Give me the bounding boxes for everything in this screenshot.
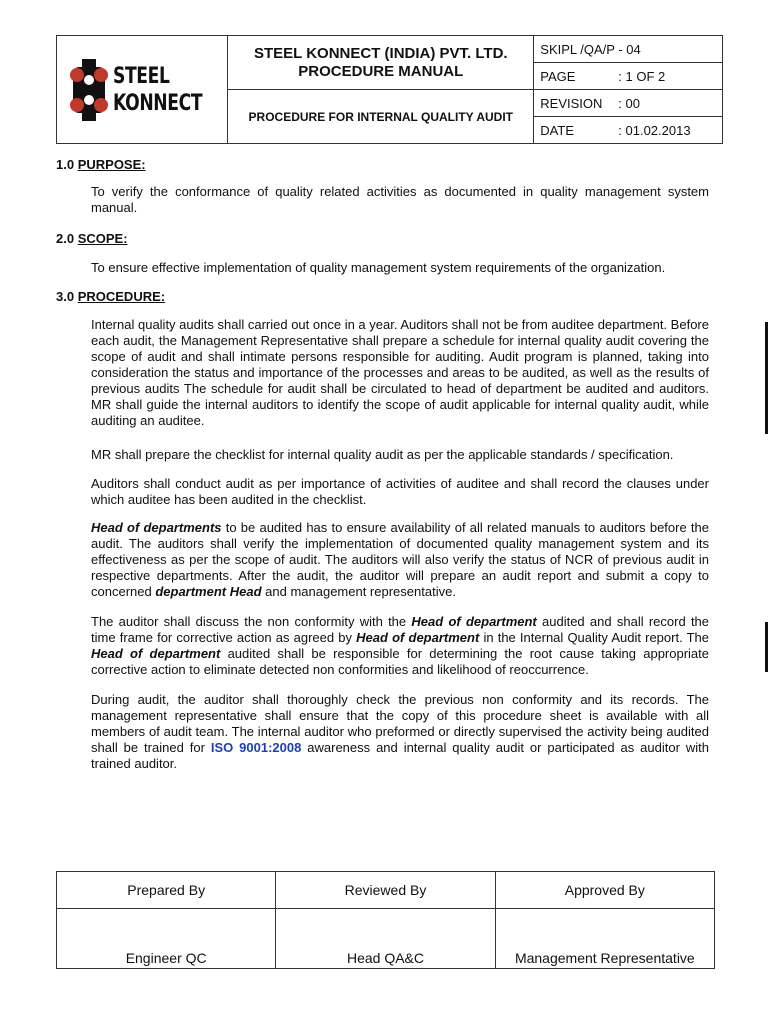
logo-cell <box>57 36 228 144</box>
text-run: in the Internal Quality Audit report. The <box>479 630 709 645</box>
scope-text: To ensure effective implementation of quality management system requirements of the organization. <box>91 260 666 275</box>
procedure-paragraph-6 <box>91 692 709 772</box>
procedure-paragraph-2: MR shall prepare the checklist for internal quality audit as per the applicable standards / specification. <box>91 447 674 462</box>
prepared-by-label: Prepared By <box>57 872 276 909</box>
revision-field <box>534 90 723 117</box>
company-logo <box>57 57 227 123</box>
approved-by-value: Management Representative <box>495 909 714 969</box>
page-value: : 1 OF 2 <box>618 68 666 84</box>
revision-label: REVISION <box>540 95 603 111</box>
section-title: PROCEDURE: <box>77 289 166 304</box>
emphasis: Head of department <box>356 630 480 645</box>
reviewed-by-label: Reviewed By <box>276 872 495 909</box>
procedure-paragraph-3: Auditors shall conduct audit as per importance of activities of auditee and shall record the clauses under which auditee has been audited in the checklist. <box>91 476 709 507</box>
signoff-table <box>56 871 715 969</box>
text-run: awareness and internal quality audit or participated as auditor with trained auditor. <box>91 740 709 771</box>
emphasis: Head of department <box>91 646 221 661</box>
emphasis: Head of department <box>411 614 537 629</box>
text-run: audited and shall record the time frame for corrective action as agreed by <box>91 614 710 645</box>
emphasis: Head of departments <box>91 520 222 535</box>
logo-text <box>113 63 202 117</box>
doc-number <box>534 36 723 63</box>
section-number: 1.0 <box>56 157 75 172</box>
text-run: audited shall be responsible for determining the root cause taking appropriate corrective action to eliminate detected non conformities and likelihood of reoccurrence. <box>91 646 709 677</box>
iso-standard: ISO 9001:2008 <box>210 740 302 755</box>
section-title: PURPOSE: <box>77 157 146 172</box>
company-name: STEEL KONNECT (INDIA) PVT. LTD. <box>253 44 508 62</box>
procedure-paragraph-5 <box>91 614 709 678</box>
text-run: to be audited has to ensure availability of all related manuals to auditors before the audit. The auditors shall verify the implementation of documented quality management system and its effectiveness as per the scope of audit. The auditors will also verify the status of NCR of previous audit in respective departments. After the audit, the auditor will prepare an audit report and submit a copy to concerned <box>91 520 709 599</box>
section-title: SCOPE: <box>77 231 128 246</box>
date-label: DATE <box>540 122 574 138</box>
logo-line-1: STEEL <box>113 63 170 89</box>
manual-title: PROCEDURE MANUAL <box>298 62 464 80</box>
procedure-subject: PROCEDURE FOR INTERNAL QUALITY AUDIT <box>228 90 534 144</box>
prepared-by-value: Engineer QC <box>57 909 276 969</box>
section-procedure-heading <box>56 289 165 304</box>
title-cell <box>228 36 534 90</box>
emphasis: department Head <box>155 584 262 599</box>
procedure-paragraph-1: Internal quality audits shall carried out once in a year. Auditors shall not be from auditee department. Before each audit, the Management Representative shall prepare a schedule for internal quality audit covering the scope of audit and shall intimate persons responsible for auditing. Audit program is planned, taking into consideration the status and importance of the processes and areas to be audited, as well as the results of previous audits The schedule for audit shall be circulated to head of department be audited and auditors. MR shall guide the internal auditors to identify the scope of audit applicable for internal quality audit, while auditing an auditee. <box>91 317 709 428</box>
text-run: During audit, the auditor shall thoroughly check the previous non conformity and its records. The management representative shall ensure that the copy of this procedure sheet is available with all members of audit team. The internal auditor who preformed or directly supervised the activity being audited shall be trained for <box>91 692 709 755</box>
document-header <box>56 35 723 144</box>
page-label: PAGE <box>540 68 576 84</box>
date-value: : 01.02.2013 <box>618 122 691 138</box>
text-run: and management representative. <box>261 584 456 599</box>
reviewed-by-value: Head QA&C <box>276 909 495 969</box>
doc-number-value: SKIPL /QA/P - 04 <box>540 41 641 57</box>
section-scope-heading <box>56 231 128 246</box>
text-run: The auditor shall discuss the non conformity with the <box>91 614 412 629</box>
page-field <box>534 63 723 90</box>
procedure-paragraph-4 <box>91 520 709 600</box>
purpose-text: To verify the conformance of quality related activities as documented in quality management system manual. <box>91 184 709 215</box>
approved-by-label: Approved By <box>495 872 714 909</box>
section-number: 2.0 <box>56 231 75 246</box>
revision-value: : 00 <box>618 95 640 111</box>
section-purpose-heading <box>56 157 146 172</box>
logo-line-2: KONNECT <box>113 90 203 116</box>
steel-konnect-logo-icon <box>69 57 109 123</box>
date-field <box>534 117 723 144</box>
section-number: 3.0 <box>56 289 75 304</box>
